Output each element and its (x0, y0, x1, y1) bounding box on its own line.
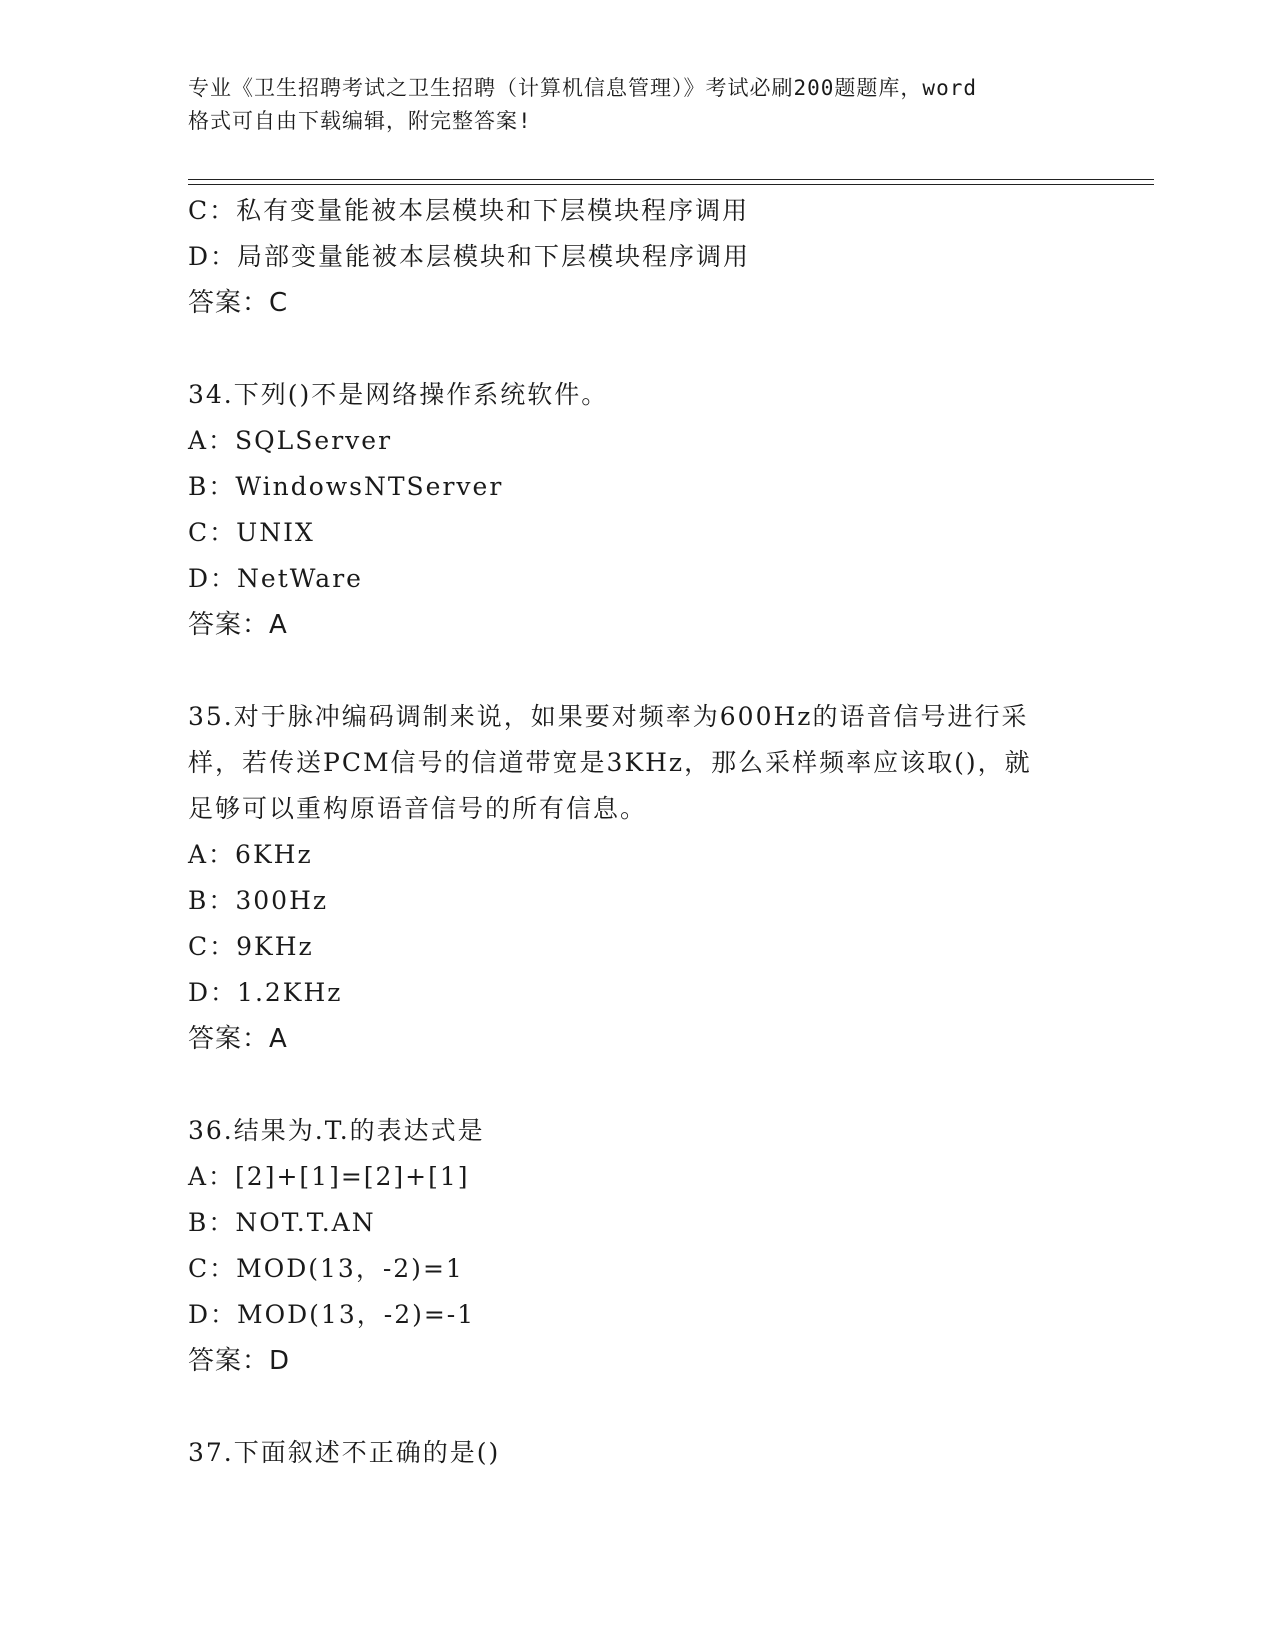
option-b: B：WindowsNTServer (188, 472, 504, 501)
header-divider-top (188, 179, 1154, 180)
option-d: D：1.2KHz (188, 978, 343, 1007)
option-b: B：300Hz (188, 886, 329, 915)
question-stem: 37.下面叙述不正确的是() (188, 1438, 501, 1467)
option-a: A：SQLServer (188, 426, 393, 455)
option-a: A：6KHz (188, 840, 313, 869)
answer-line: 答案：C (188, 288, 289, 318)
question-stem: 36.结果为.T.的表达式是 (188, 1116, 485, 1145)
header-title-line-1: 专业《卫生招聘考试之卫生招聘（计算机信息管理）》考试必刷200题题库，word (188, 76, 977, 100)
question-37 (188, 1430, 1088, 1476)
option-d: D：局部变量能被本层模块和下层模块程序调用 (188, 242, 751, 271)
document-header (188, 72, 1088, 138)
question-list (188, 188, 1088, 1476)
question-stem: 足够可以重构原语音信号的所有信息。 (188, 794, 648, 823)
answer-line: 答案：D (188, 1346, 291, 1376)
option-c: C：UNIX (188, 518, 315, 547)
answer-line: 答案：A (188, 610, 288, 640)
option-d: D：MOD(13，-2)=-1 (188, 1300, 476, 1329)
question-stem: 34.下列()不是网络操作系统软件。 (188, 380, 609, 409)
question-36 (188, 1108, 1088, 1384)
option-c: C：私有变量能被本层模块和下层模块程序调用 (188, 196, 750, 225)
question-33-continued (188, 188, 1088, 326)
option-b: B：NOT.T.AN (188, 1208, 376, 1237)
question-stem: 35.对于脉冲编码调制来说，如果要对频率为600Hz的语音信号进行采 (188, 702, 1029, 731)
header-title-line-2: 格式可自由下载编辑，附完整答案! (188, 109, 532, 133)
option-c: C：MOD(13，-2)=1 (188, 1254, 464, 1283)
answer-line: 答案：A (188, 1024, 288, 1054)
question-stem: 样，若传送PCM信号的信道带宽是3KHz，那么采样频率应该取()，就 (188, 748, 1032, 777)
option-c: C：9KHz (188, 932, 314, 961)
option-d: D：NetWare (188, 564, 363, 593)
question-34 (188, 372, 1088, 648)
question-35 (188, 694, 1088, 1062)
header-divider-bottom (188, 184, 1154, 185)
option-a: A：[2]+[1]=[2]+[1] (188, 1162, 470, 1191)
